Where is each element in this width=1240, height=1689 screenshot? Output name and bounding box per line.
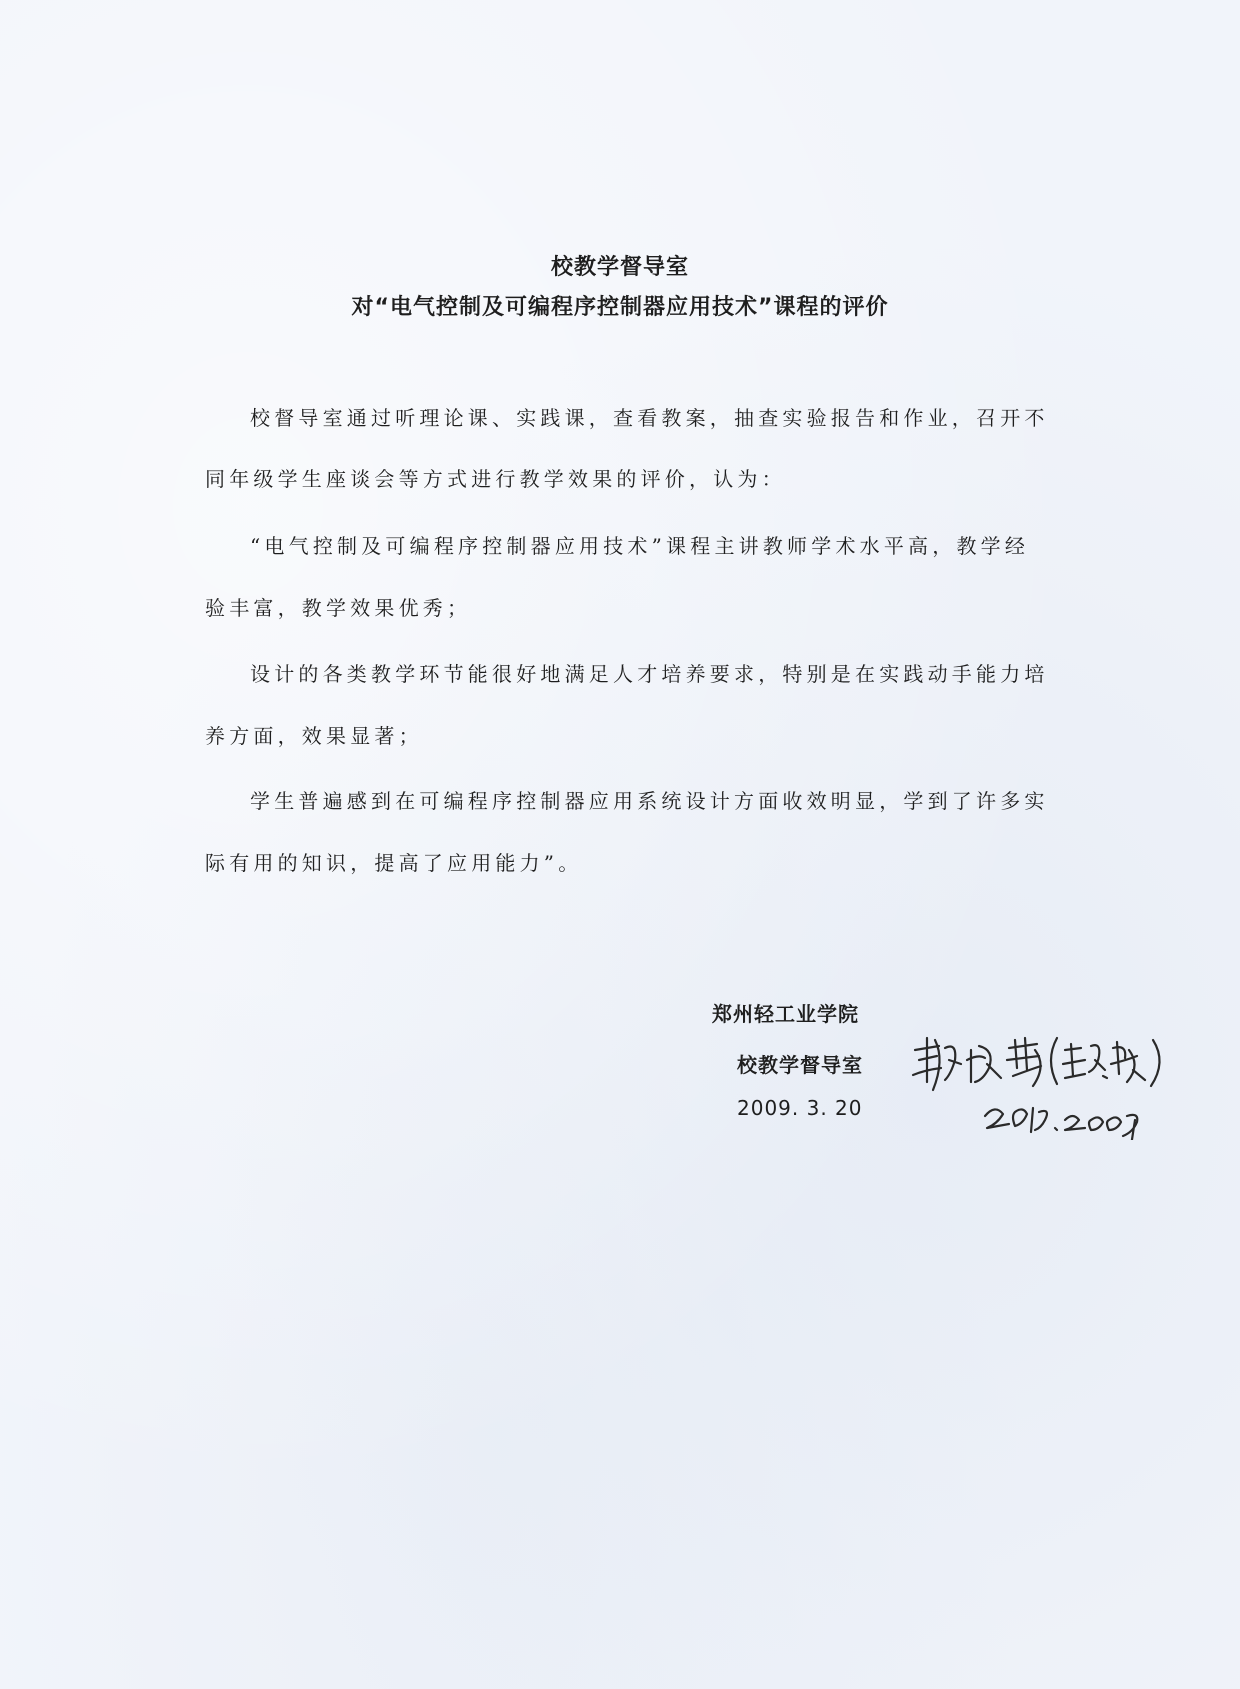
body-paragraph-3-line-2: 养方面，效果显著；	[205, 724, 423, 748]
body-paragraph-2-line-2: 验丰富，教学效果优秀；	[205, 596, 472, 620]
body-paragraph-1-line-1: 校督导室通过听理论课、实践课，查看教案，抽查实验报告和作业，召开不	[250, 406, 1049, 430]
signoff-date: 2009. 3. 20	[737, 1096, 863, 1120]
handwritten-signature	[905, 1020, 1175, 1140]
body-paragraph-3-line-1: 设计的各类教学环节能很好地满足人才培养要求，特别是在实践动手能力培	[250, 662, 1049, 686]
body-paragraph-2-line-1: “电气控制及可编程序控制器应用技术”课程主讲教师学术水平高，教学经	[250, 534, 1030, 558]
body-paragraph-4-line-1: 学生普遍感到在可编程序控制器应用系统设计方面收效明显，学到了许多实	[250, 789, 1049, 813]
signoff-office: 校教学督导室	[737, 1053, 863, 1077]
body-paragraph-1-line-2: 同年级学生座谈会等方式进行教学效果的评价，认为：	[205, 467, 786, 491]
document-title-office: 校教学督导室	[550, 255, 689, 280]
signoff-institution: 郑州轻工业学院	[712, 1002, 859, 1026]
document-title-subject: 对“电气控制及可编程序控制器应用技术”课程的评价	[351, 295, 889, 320]
body-paragraph-4-line-2: 际有用的知识，提高了应用能力”。	[205, 851, 583, 875]
